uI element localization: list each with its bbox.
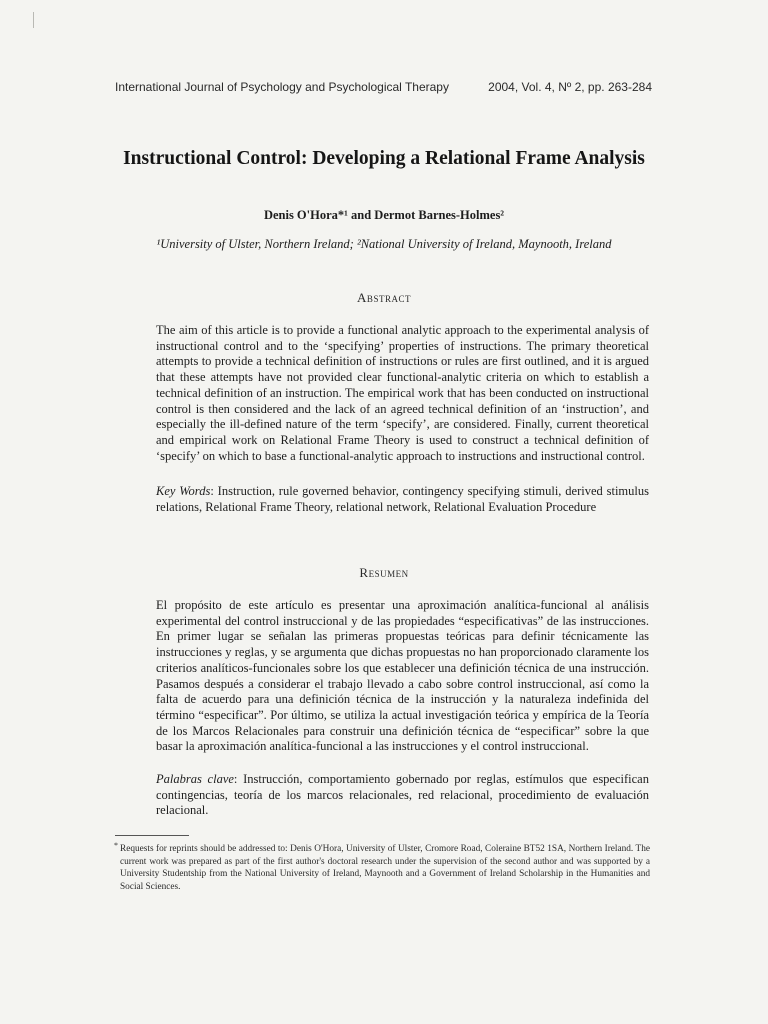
running-header bbox=[115, 80, 652, 94]
abstract-keywords-text: : Instruction, rule governed behavior, contingency specifying stimuli, derived stimulus relations, Relational Frame Theory, relational network, Relational Evaluation Procedure bbox=[156, 484, 649, 514]
abstract-keywords-label: Key Words bbox=[156, 484, 211, 498]
journal-name: International Journal of Psychology and Psychological Therapy bbox=[115, 80, 449, 94]
article-authors: Denis O'Hora*¹ and Dermot Barnes-Holmes² bbox=[263, 208, 505, 222]
scan-mark bbox=[33, 12, 34, 28]
resumen-keywords-label: Palabras clave bbox=[156, 772, 234, 786]
abstract-keywords bbox=[156, 484, 649, 515]
resumen-keywords-text: : Instrucción, comportamiento gobernado por reglas, estímulos que especifican contingencias, teoría de los marcos relacionales, red relacional, procedimiento de evaluación relacional. bbox=[156, 772, 649, 818]
article-title: Instructional Control: Developing a Relational Frame Analysis bbox=[123, 148, 645, 169]
footnote-marker: * bbox=[114, 841, 118, 850]
resumen-heading: Resumen bbox=[359, 565, 409, 580]
abstract-heading: Abstract bbox=[357, 290, 411, 305]
citation-info: 2004, Vol. 4, Nº 2, pp. 263-284 bbox=[488, 80, 652, 94]
resumen-keywords bbox=[156, 772, 649, 819]
footnote-divider bbox=[115, 835, 189, 836]
footnote-text: Requests for reprints should be addressed to: Denis O'Hora, University of Ulster, Cromore Road, Coleraine BT52 1SA, Northern Ireland. The current work was prepared as part of the first author's doctoral research under the supervision of the second author and was supported by a University Studentship from the National University of Ireland, Maynooth and a Government of Ireland Scholarship in the Humanities and Social Sciences. bbox=[120, 844, 650, 892]
resumen-body: El propósito de este artículo es presentar una aproximación analítica-funcional al análisis experimental del control instruccional y de las propiedades “especificativas” de las instrucciones. En primer lugar se señalan las primeras propuestas teóricas para definir técnicamente las instrucciones y reglas, y se argumenta que dichas propuestas no han proporcionado claramente los criterios analíticos-funcionales sobre los que establecer una definición técnica de una instrucción. Pasamos después a considerar el trabajo llevado a cabo sobre control instruccional, así como la falta de acuerdo para una definición técnica de la instrucción y la naturaleza indefinida del término “especificar”. Por último, se utiliza la actual investigación teórica y empírica de la Teoría de los Marcos Relacionales para construir una definición técnica de “especificar” sobre la que basar la aproximación analítica-funcional a las instrucciones y el control instruccional. bbox=[156, 598, 649, 754]
author-affiliations: ¹University of Ulster, Northern Ireland; ²National University of Ireland, Maynooth, Ireland bbox=[156, 237, 612, 251]
abstract-body: The aim of this article is to provide a functional analytic approach to the experimental analysis of instructional control and to the ‘specifying’ properties of instructions. The primary theoretical attempts to provide a technical definition of instructions or rules are first outlined, and it is argued that these attempts have not provided clear functional-analytic criteria on which to establish a technical definition of an instruction. The empirical work that has been conducted on instructional control is then considered and the lack of an agreed technical definition of an ‘instruction’, and especially the ill-defined nature of the term ‘specify’, are considered. Finally, current theoretical and empirical work on Relational Frame Theory is used to construct a technical definition of ‘specify’ on which to base a functional-analytic approach to instructions and instructional control. bbox=[156, 323, 649, 463]
footnote bbox=[114, 841, 650, 893]
